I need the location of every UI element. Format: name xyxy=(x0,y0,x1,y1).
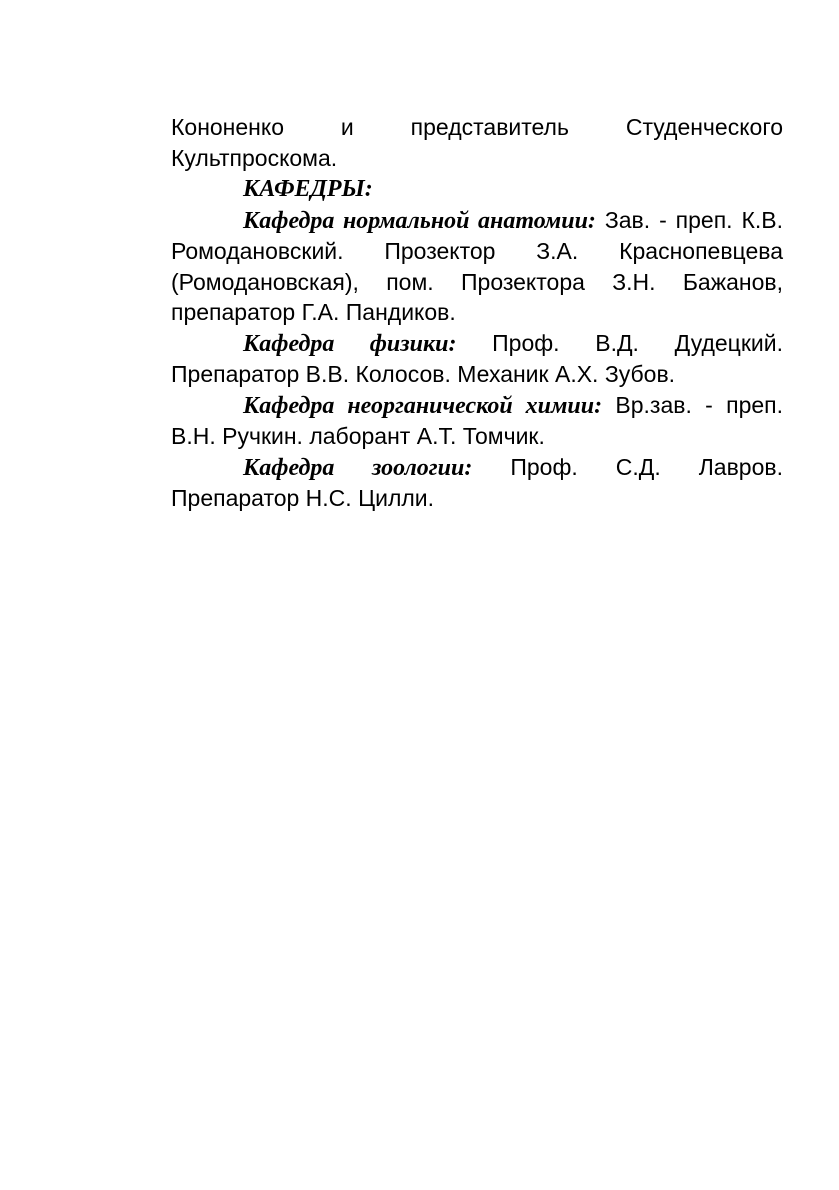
paragraph-zoology-department xyxy=(171,452,783,514)
paragraph-text: Проф. С.Д. Лавров. Препаратор Н.С. Цилли. xyxy=(171,453,783,511)
paragraph-text: Кононенко и представитель Студенческого Культпроскома. xyxy=(171,114,783,171)
paragraph-continuation xyxy=(171,112,783,173)
paragraph-text: Зав. - преп. К.В. Ромодановский. Прозектор З.А. Краснопевцева (Ромодановская), пом. Прозектора З.Н. Бажанов, препаратор Г.А. Пандиков. xyxy=(171,206,783,325)
paragraph-anatomy-department xyxy=(171,205,783,328)
department-heading: Кафедра зоологии: xyxy=(243,454,473,481)
department-heading: Кафедра физики: xyxy=(243,330,457,357)
department-heading: Кафедра неорганической химии: xyxy=(243,392,603,419)
paragraph-chemistry-department xyxy=(171,390,783,452)
section-heading: КАФЕДРЫ: xyxy=(243,176,373,202)
document-body xyxy=(171,112,783,514)
paragraph-text: Вр.зав. - преп. В.Н. Ручкин. лаборант А.Т. Томчик. xyxy=(171,391,783,449)
department-heading: Кафедра нормальной анатомии: xyxy=(243,207,596,234)
paragraph-text: Проф. В.Д. Дудецкий. Препаратор В.В. Колосов. Механик А.Х. Зубов. xyxy=(171,329,783,387)
section-heading-paragraph xyxy=(171,173,783,205)
paragraph-physics-department xyxy=(171,328,783,390)
